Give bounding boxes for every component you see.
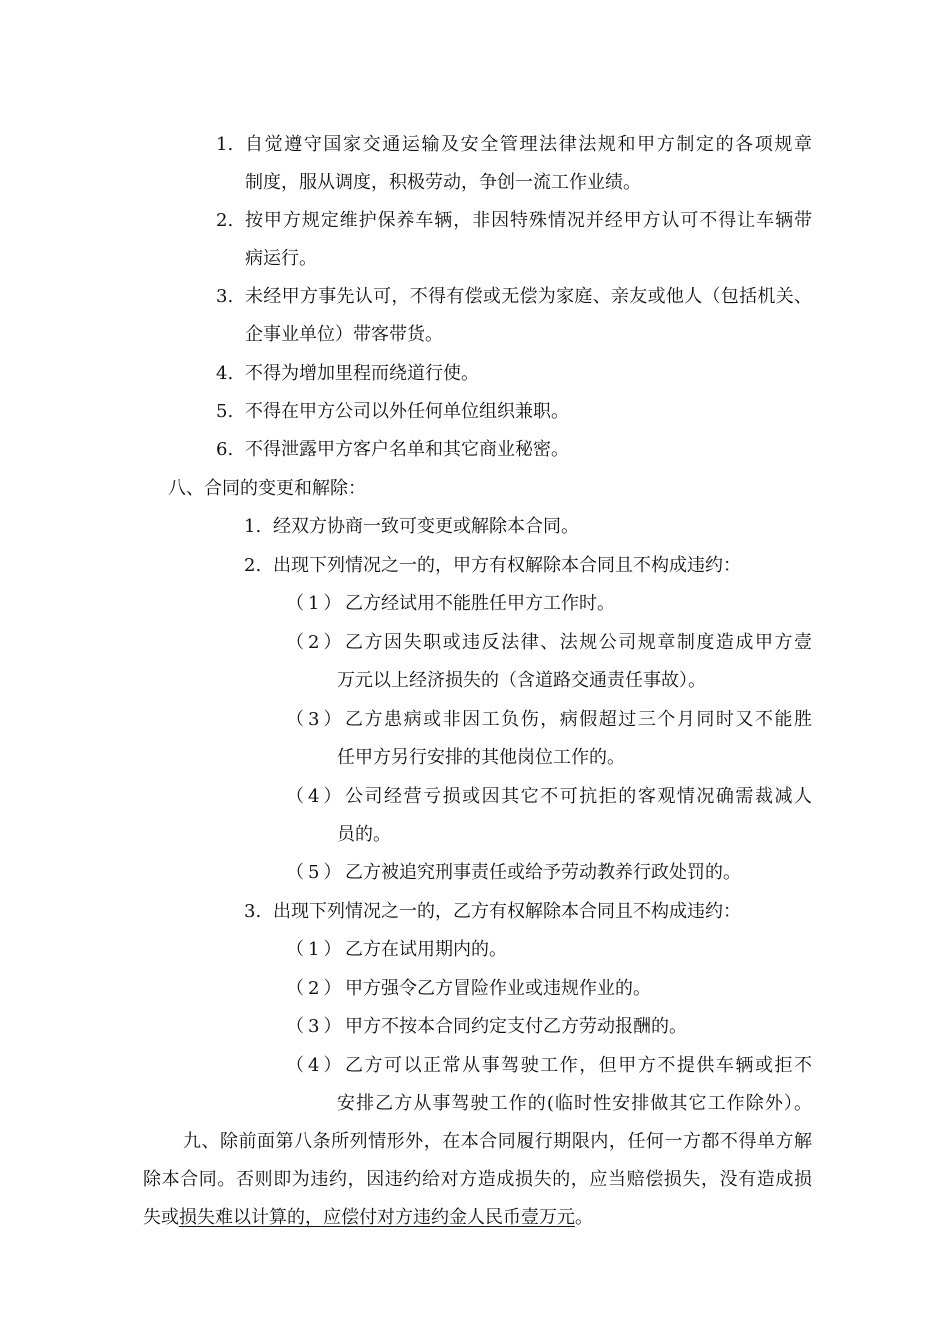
sub-item-text: 乙方经试用不能胜任甲方工作时。: [345, 593, 615, 614]
list-number: 3.: [244, 901, 262, 922]
section-paragraph-last-line: [143, 1206, 593, 1230]
sub-number: （5）: [286, 862, 346, 883]
section-paragraph: 九、除前面第八条所列情形外，在本合同履行期限内，任何一方都不得单方解: [183, 1131, 812, 1152]
sub-item-text: 员的。: [337, 824, 391, 845]
list-item-text: 出现下列情况之一的，乙方有权解除本合同且不构成违约：: [273, 901, 741, 922]
section-heading: 八、合同的变更和解除：: [168, 478, 366, 499]
sub-number: （2）: [286, 632, 346, 653]
underlined-text: 损失难以计算的，应偿付对方违约金人民币壹万元: [179, 1207, 575, 1228]
list-number: 2.: [216, 210, 234, 231]
list-item-text: 按甲方规定维护保养车辆，非因特殊情况并经甲方认可不得让车辆带: [245, 210, 812, 231]
sub-item-text: 乙方患病或非因工负伤，病假超过三个月同时又不能胜: [345, 709, 812, 730]
list-number: 4.: [216, 363, 234, 384]
list-item-text: 病运行。: [245, 248, 317, 269]
sub-item-text: 乙方因失职或违反法律、法规公司规章制度造成甲方壹: [345, 632, 812, 653]
list-item-text: 不得为增加里程而绕道行使。: [245, 363, 479, 384]
sub-number: （3）: [286, 1016, 346, 1037]
sub-number: （1）: [286, 593, 346, 614]
sub-item-text: 乙方在试用期内的。: [345, 939, 507, 960]
list-item-text: 经双方协商一致可变更或解除本合同。: [273, 516, 579, 537]
text: 。: [575, 1207, 593, 1228]
sub-item-text: 公司经营亏损或因其它不可抗拒的客观情况确需裁减人: [345, 786, 812, 807]
list-number: 3.: [216, 286, 234, 307]
sub-item-text: 乙方被追究刑事责任或给予劳动教养行政处罚的。: [345, 862, 741, 883]
sub-number: （3）: [286, 709, 346, 730]
list-number: 2.: [244, 555, 262, 576]
sub-item-text: 安排乙方从事驾驶工作的(临时性安排做其它工作除外）。: [337, 1093, 812, 1114]
text: 失或: [143, 1207, 179, 1228]
list-item-text: 出现下列情况之一的，甲方有权解除本合同且不构成违约：: [273, 555, 741, 576]
sub-number: （2）: [286, 978, 346, 999]
sub-item-text: 万元以上经济损失的（含道路交通责任事故）。: [337, 670, 706, 691]
sub-number: （4）: [286, 786, 346, 807]
sub-number: （1）: [286, 939, 346, 960]
list-item-text: 企事业单位）带客带货。: [245, 324, 443, 345]
list-number: 1.: [244, 516, 262, 537]
list-item-text: 未经甲方事先认可，不得有偿或无偿为家庭、亲友或他人（包括机关、: [245, 286, 812, 307]
list-item-text: 自觉遵守国家交通运输及安全管理法律法规和甲方制定的各项规章: [245, 134, 812, 155]
list-item-text: 不得泄露甲方客户名单和其它商业秘密。: [245, 439, 569, 460]
list-item-text: 制度，服从调度，积极劳动，争创一流工作业绩。: [245, 172, 641, 193]
sub-item-text: 甲方不按本合同约定支付乙方劳动报酬的。: [345, 1016, 687, 1037]
sub-number: （4）: [286, 1055, 346, 1076]
list-number: 1.: [216, 134, 234, 155]
list-number: 5.: [216, 401, 234, 422]
sub-item-text: 任甲方另行安排的其他岗位工作的。: [337, 747, 625, 768]
section-paragraph: 除本合同。否则即为违约，因违约给对方造成损失的，应当赔偿损失，没有造成损: [143, 1169, 812, 1190]
sub-item-text: 甲方强令乙方冒险作业或违规作业的。: [345, 978, 651, 999]
list-number: 6.: [216, 439, 234, 460]
sub-item-text: 乙方可以正常从事驾驶工作，但甲方不提供车辆或拒不: [345, 1055, 812, 1076]
list-item-text: 不得在甲方公司以外任何单位组织兼职。: [245, 401, 569, 422]
